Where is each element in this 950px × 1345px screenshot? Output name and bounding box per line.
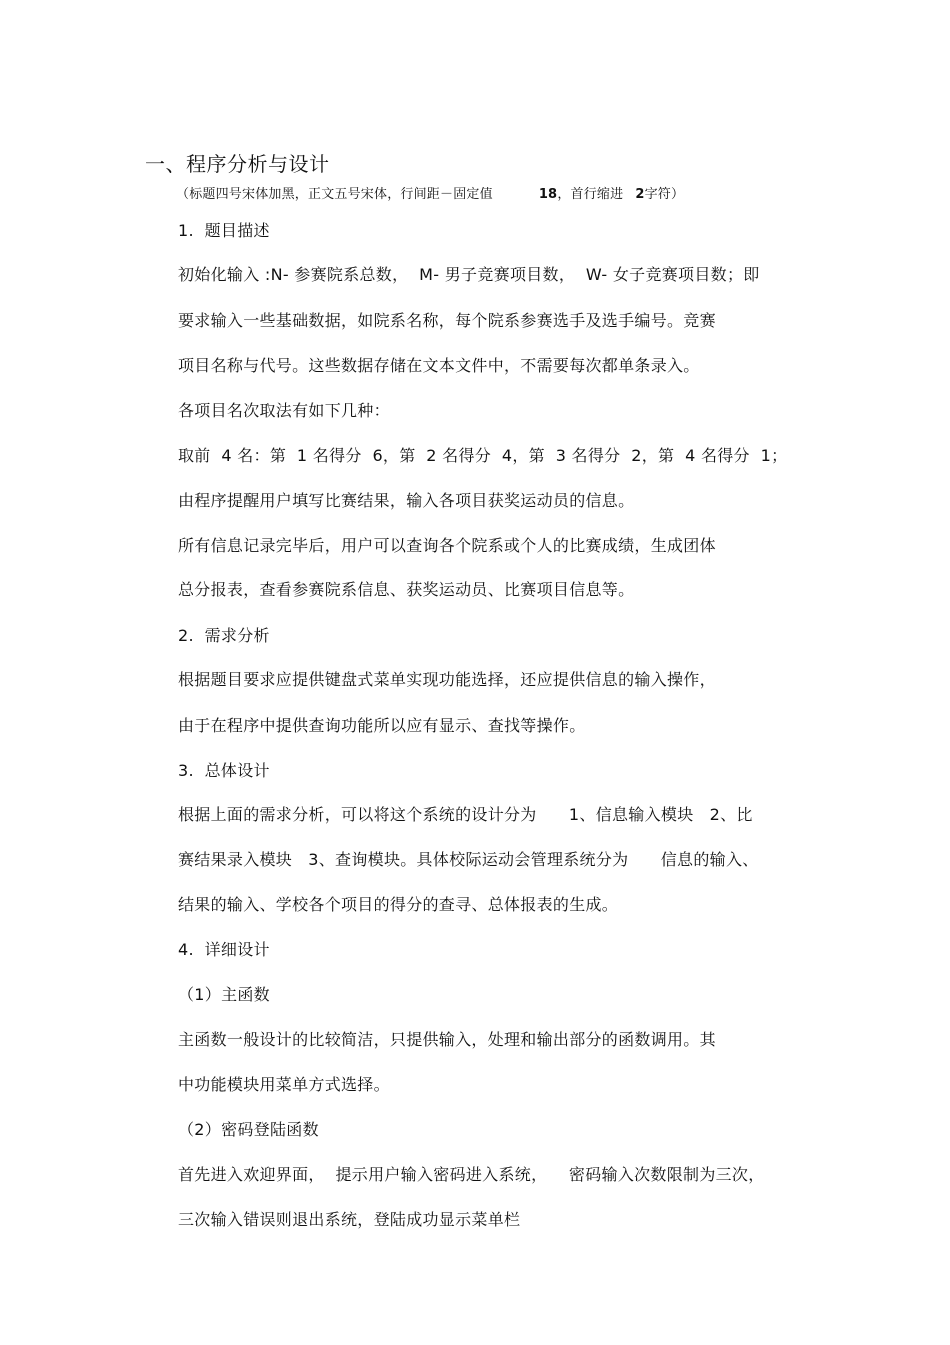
format-note-line-spacing: 18 [538,187,558,202]
format-note-prefix: （标题四号宋体加黑，正文五号宋体，行间距－固定值 [176,187,493,202]
paragraph-line: 赛结果录入模块 3、查询模块。具体校际运动会管理系统分为 信息的输入、 [178,850,759,869]
heading-topic-description: 1. 题目描述 [178,221,270,240]
paragraph-line: 项目名称与代号。这些数据存储在文本文件中，不需要每次都单条录入。 [178,356,700,375]
paragraph-line: 结果的输入、学校各个项目的得分的查寻、总体报表的生成。 [178,895,619,914]
format-note [176,186,684,204]
paragraph-line: 主函数一般设计的比较简洁，只提供输入，处理和输出部分的函数调用。其 [178,1030,716,1049]
paragraph-line: 初始化输入 :N- 参赛院系总数， M- 男子竞赛项目数， W- 女子竞赛项目数；即 [178,265,760,284]
format-note-middle: ，首行缩进 [557,187,624,202]
paragraph-line: 取前 4 名：第 1 名得分 6，第 2 名得分 4，第 3 名得分 2，第 4 名得分 1； [178,446,788,465]
paragraph-line: 要求输入一些基础数据，如院系名称，每个院系参赛选手及选手编号。竞赛 [178,311,716,330]
paragraph-line: 由程序提醒用户填写比赛结果，输入各项目获奖运动员的信息。 [178,491,635,510]
paragraph-line: 根据上面的需求分析，可以将这个系统的设计分为 1、信息输入模块 2、比 [178,805,753,824]
paragraph-line: 由于在程序中提供查询功能所以应有显示、查找等操作。 [178,716,586,735]
format-note-suffix: 字符） [644,187,685,202]
format-note-indent: 2 [635,187,645,202]
heading-requirements-analysis: 2. 需求分析 [178,626,270,645]
section-title: 一、程序分析与设计 [145,152,330,176]
heading-detailed-design: 4. 详细设计 [178,940,270,959]
paragraph-line: 各项目名次取法有如下几种： [178,401,390,420]
heading-overall-design: 3. 总体设计 [178,761,270,780]
paragraph-line: 首先进入欢迎界面， 提示用户输入密码进入系统， 密码输入次数限制为三次， [178,1165,765,1184]
paragraph-line: 根据题目要求应提供键盘式菜单实现功能选择，还应提供信息的输入操作， [178,670,716,689]
paragraph-line: 总分报表，查看参赛院系信息、获奖运动员、比赛项目信息等。 [178,580,635,599]
paragraph-line: 三次输入错误则退出系统，登陆成功显示菜单栏 [178,1210,521,1229]
subheading-main-function: （1）主函数 [178,985,270,1004]
paragraph-line: 中功能模块用菜单方式选择。 [178,1075,390,1094]
subheading-password-login-function: （2）密码登陆函数 [178,1120,319,1139]
paragraph-line: 所有信息记录完毕后，用户可以查询各个院系或个人的比赛成绩，生成团体 [178,536,716,555]
